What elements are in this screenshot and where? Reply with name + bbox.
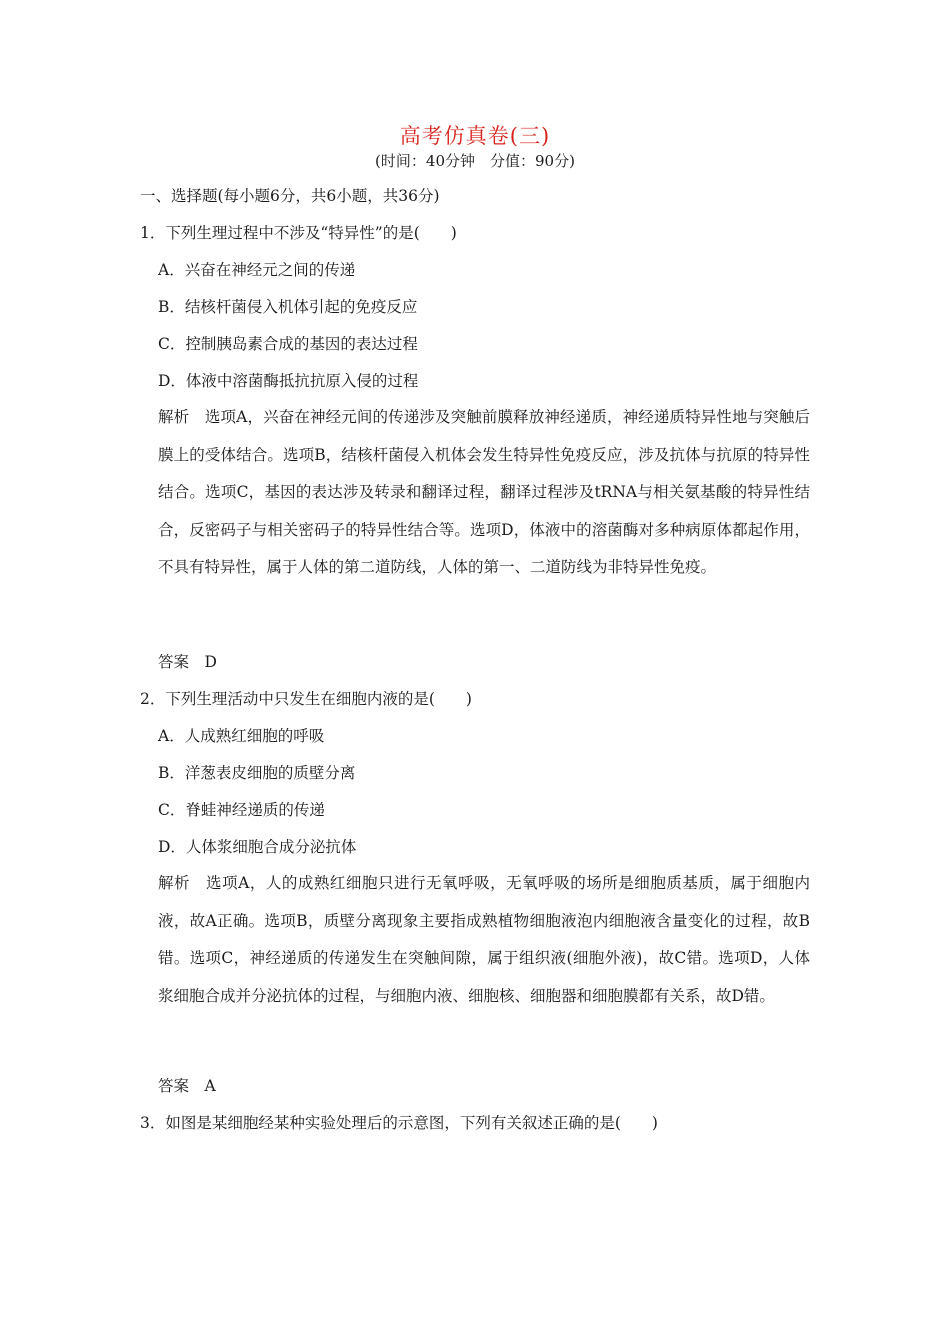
page-title: 高考仿真卷(三)	[399, 124, 551, 148]
question-2-option-c: C．脊蛙神经递质的传递	[158, 801, 325, 819]
question-3-stem: 3．如图是某细胞经某种实验处理后的示意图，下列有关叙述正确的是( )	[140, 1114, 658, 1132]
question-1-option-d: D．体液中溶菌酶抵抗抗原入侵的过程	[158, 372, 419, 390]
question-1-stem: 1．下列生理过程中不涉及“特异性”的是( )	[140, 224, 457, 242]
question-1-option-c: C．控制胰岛素合成的基因的表达过程	[158, 335, 418, 353]
question-2-option-b: B．洋葱表皮细胞的质壁分离	[158, 764, 356, 782]
question-2-answer: 答案 A	[158, 1077, 216, 1095]
exam-info: (时间：40分钟 分值：90分)	[375, 152, 575, 170]
question-1-answer: 答案 D	[158, 653, 217, 671]
question-2-option-d: D．人体浆细胞合成分泌抗体	[158, 838, 357, 856]
question-2-option-a: A．人成熟红细胞的呼吸	[158, 727, 325, 745]
question-2-stem: 2．下列生理活动中只发生在细胞内液的是( )	[140, 690, 472, 708]
question-1-option-a: A．兴奋在神经元之间的传递	[158, 261, 356, 279]
question-2-analysis: 解析 选项A，人的成熟红细胞只进行无氧呼吸，无氧呼吸的场所是细胞质基质，属于细胞内液，故A正确。选项B，质壁分离现象主要指成熟植物细胞液泡内细胞液含量变化的过程，故B错。选项C，神经递质的传递发生在突触间隙，属于组织液(细胞外液)，故C错。选项D，人体浆细胞合成并分泌抗体的过程，与细胞内液、细胞核、细胞器和细胞膜都有关系，故D错。	[158, 874, 810, 1005]
question-1-option-b: B．结核杆菌侵入机体引起的免疫反应	[158, 298, 418, 316]
question-1-analysis: 解析 选项A，兴奋在神经元间的传递涉及突触前膜释放神经递质，神经递质特异性地与突触后膜上的受体结合。选项B，结核杆菌侵入机体会发生特异性免疫反应，涉及抗体与抗原的特异性结合。选项C，基因的表达涉及转录和翻译过程，翻译过程涉及tRNA与相关氨基酸的特异性结合，反密码子与相关密码子的特异性结合等。选项D，体液中的溶菌酶对多种病原体都起作用，不具有特异性，属于人体的第二道防线，人体的第一、二道防线为非特异性免疫。	[158, 408, 810, 576]
section-heading: 一、选择题(每小题6分，共6小题，共36分)	[140, 187, 440, 205]
